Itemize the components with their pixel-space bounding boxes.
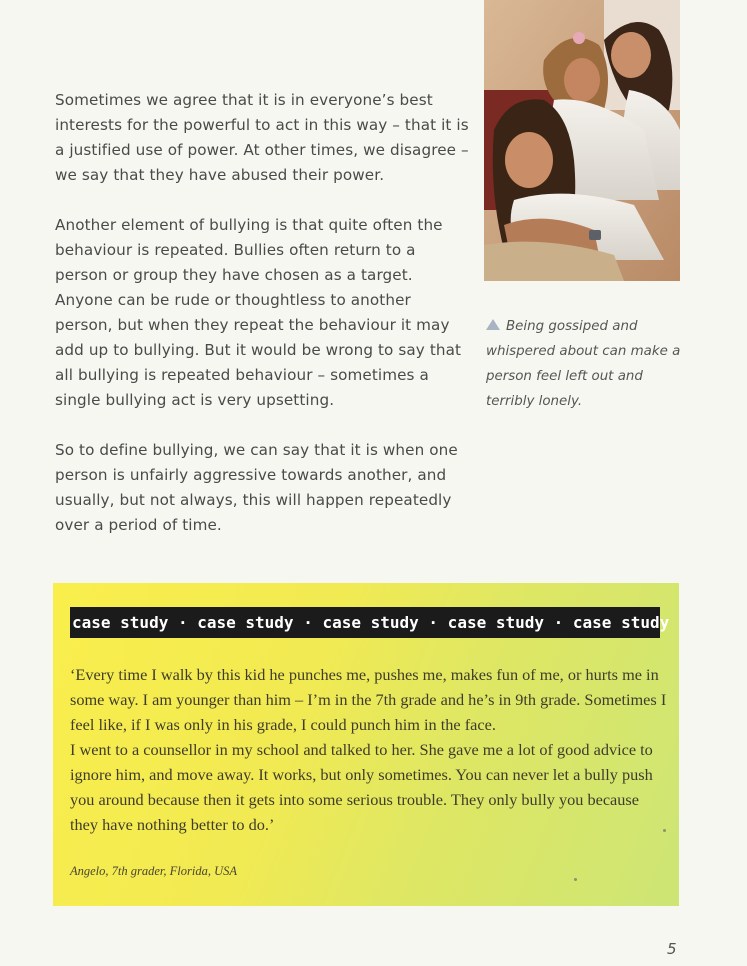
quote-paragraph: ‘Every time I walk by this kid he punches me, pushes me, makes fun of me, or hurts me in some way. I am younger than him – I’m in the 7th grade and he’s in 9th grade. Sometimes I feel like, if I was only in his grade, I could punch him in the face. [70, 665, 667, 734]
main-text-column [55, 88, 470, 563]
case-study-quote [70, 662, 670, 837]
caption-text: Being gossiped and whispered about can make a person feel left out and terribly lonely. [486, 319, 681, 409]
photo-illustration [484, 0, 680, 281]
paper-speck [574, 878, 577, 881]
body-paragraph: Another element of bullying is that quite often the behaviour is repeated. Bullies often return to a person or group they have chosen as a target. Anyone can be rude or thoughtless to another person, but when they repeat the behaviour it may add up to bullying. But it would be wrong to say that all bullying is repeated behaviour – sometimes a single bullying act is very upsetting. [55, 216, 462, 409]
gossip-photo [484, 0, 680, 281]
case-study-banner: case study · case study · case study · case study · case study [70, 607, 660, 638]
body-paragraph: So to define bullying, we can say that it is when one person is unfairly aggressive towards another, and usually, but not always, this will happen repeatedly over a period of time. [55, 441, 458, 534]
paper-speck [663, 829, 666, 832]
body-paragraph: Sometimes we agree that it is in everyone’s best interests for the powerful to act in this way – that it is a justified use of power. At other times, we disagree – we say that they have abused their power. [55, 91, 469, 184]
case-study-box [53, 583, 679, 906]
page-number: 5 [667, 940, 677, 958]
photo-caption [486, 314, 686, 414]
triangle-up-icon [486, 319, 500, 330]
quote-paragraph: I went to a counsellor in my school and talked to her. She gave me a lot of good advice to ignore him, and move away. It works, but only sometimes. You can never let a bully push you around because then it gets into some serious trouble. They only bully you because they have nothing better to do.’ [70, 740, 653, 834]
quote-attribution: Angelo, 7th grader, Florida, USA [70, 864, 238, 878]
